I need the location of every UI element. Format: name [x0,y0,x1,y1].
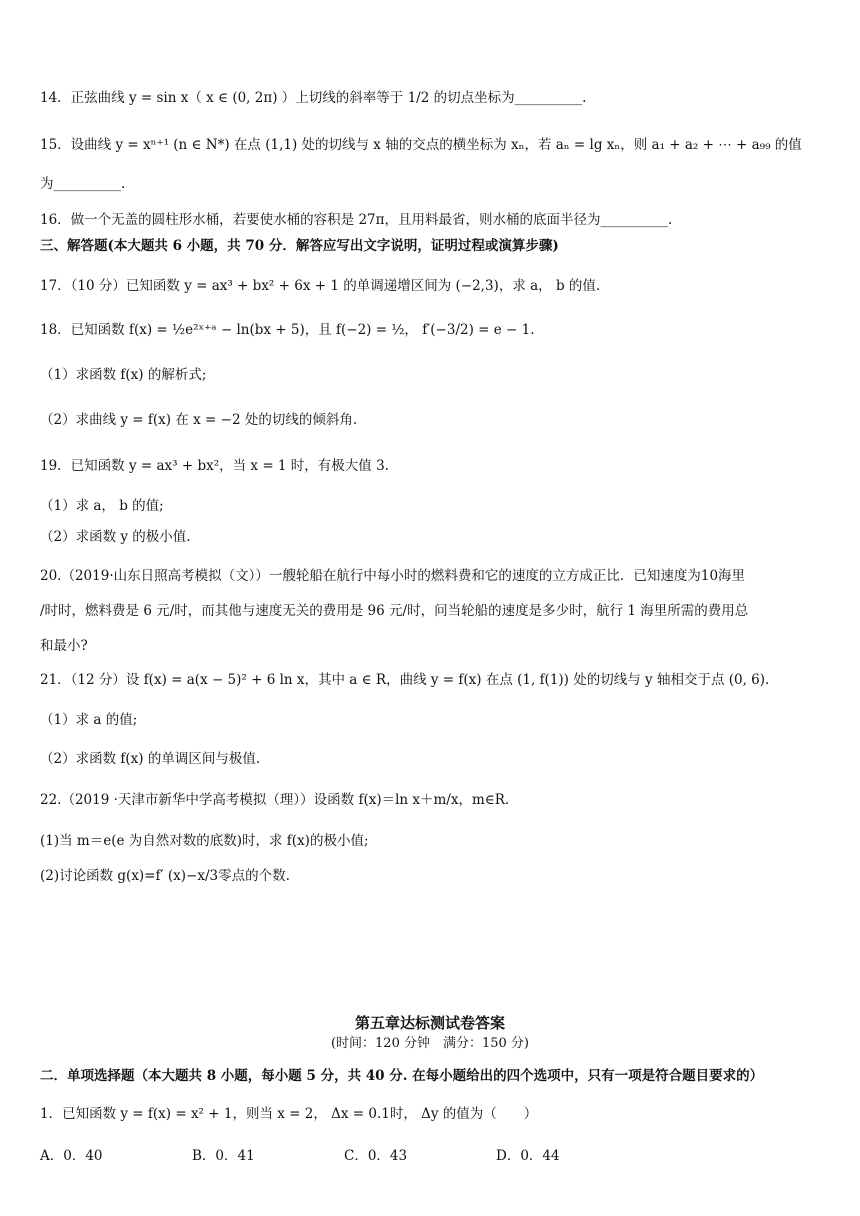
question-22: 22.（2019 ·天津市新华中学高考模拟（理））设函数 f(x)＝ln x＋m/x，m∈R. [40,792,510,808]
question-14: 14．正弦曲线 y = sin x（ x ∈ (0, 2π) ）上切线的斜率等于 1/2 的切点坐标为__________. [40,90,587,106]
question-19-part-2: （2）求函数 y 的极小值. [40,529,191,545]
section-3-heading: 三、解答题(本大题共 6 小题，共 70 分．解答应写出文字说明，证明过程或演算步骤) [40,238,559,254]
question-18: 18．已知函数 f(x) = ½e²ˣ⁺ᵃ − ln(bx + 5)，且 f(−2) = ½， f′(−3/2) = e − 1. [40,322,535,338]
question-17: 17．（10 分）已知函数 y = ax³ + bx² + 6x + 1 的单调递增区间为 (−2,3)，求 a， b 的值. [40,278,601,294]
question-16: 16．做一个无盖的圆柱形水桶，若要使水桶的容积是 27π，且用料最省，则水桶的底面半径为__________. [40,212,673,228]
question-21-part-1: （1）求 a 的值; [40,712,138,728]
question-22-part-1: (1)当 m＝e(e 为自然对数的底数)时，求 f(x)的极小值; [40,833,369,849]
question-22-part-2: (2)讨论函数 g(x)=f′ (x)−x/3零点的个数. [40,868,290,884]
question-20-line-3: 和最小? [40,638,88,654]
option-d: D．0．44 [496,1148,560,1164]
question-20: 20.（2019·山东日照高考模拟（文））一艘轮船在航行中每小时的燃料费和它的速度的立方成正比．已知速度为10海里 [40,568,746,584]
question-20-line-2: /时时，燃料费是 6 元/时，而其他与速度无关的费用是 96 元/时，问当轮船的速度是多少时，航行 1 海里所需的费用总 [40,603,749,619]
answer-question-1: 1．已知函数 y = f(x) = x² + 1，则当 x = 2， Δx = 0.1时， Δy 的值为（ ） [40,1106,538,1122]
option-c: C．0．43 [344,1148,408,1164]
section-2-heading: 二．单项选择题（本大题共 8 小题，每小题 5 分，共 40 分. 在每小题给出的四个选项中，只有一项是符合题目要求的） [40,1068,764,1084]
question-21: 21．（12 分）设 f(x) = a(x − 5)² + 6 ln x，其中 a ∈ R，曲线 y = f(x) 在点 (1, f(1)) 处的切线与 y 轴相交于点 (0, 6). [40,672,770,688]
option-a: A．0．40 [40,1148,103,1164]
question-15-continued: 为__________. [40,176,126,192]
question-21-part-2: （2）求函数 f(x) 的单调区间与极值. [40,751,261,767]
answer-section-title: 第五章达标测试卷答案 [354,1014,505,1032]
question-15: 15．设曲线 y = xⁿ⁺¹ (n ∈ N*) 在点 (1,1) 处的切线与 x 轴的交点的横坐标为 xₙ，若 aₙ = lg xₙ，则 a₁ + a₂ + ⋯ + a₉₉ 的值 [40,137,802,153]
answer-section-subtitle: (时间：120 分钟 满分：150 分) [330,1036,530,1051]
question-19-part-1: （1）求 a， b 的值; [40,498,164,514]
question-18-part-1: （1）求函数 f(x) 的解析式; [40,367,207,383]
question-18-part-2: （2）求曲线 y = f(x) 在 x = −2 处的切线的倾斜角. [40,412,358,428]
question-19: 19．已知函数 y = ax³ + bx²，当 x = 1 时，有极大值 3. [40,458,389,474]
option-b: B．0．41 [192,1148,255,1164]
